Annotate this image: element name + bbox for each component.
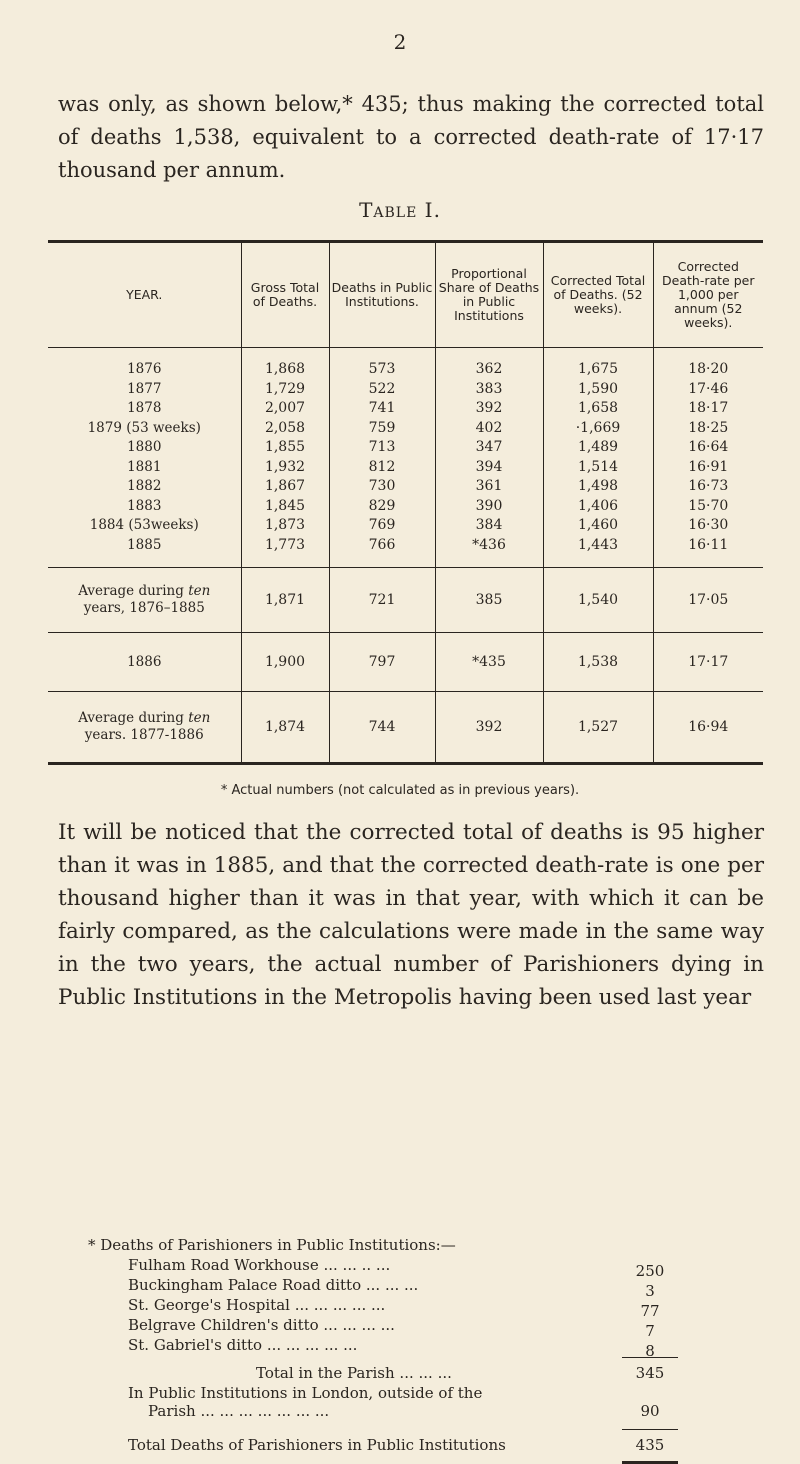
table-cell: 362 <box>435 348 543 380</box>
table-cell: 15·70 <box>653 497 763 517</box>
header-corrected-rate: Corrected Death-rate per 1,000 per annum (52 weeks). <box>653 242 763 348</box>
year-cell: 1879 (53 weeks) <box>87 419 201 436</box>
table-cell: 1,658 <box>543 399 653 419</box>
table-cell: 1,773 <box>241 536 329 568</box>
table-cell: 721 <box>329 568 435 633</box>
header-year: YEAR. <box>48 242 241 348</box>
table-cell: 2,007 <box>241 399 329 419</box>
year-cell: 1877 <box>127 380 162 397</box>
table-cell: 1,855 <box>241 438 329 458</box>
table-cell: 1,845 <box>241 497 329 517</box>
table-cell: *435 <box>435 633 543 692</box>
grand-total-label: Total Deaths of Parishioners in Public Institutions <box>128 1436 506 1454</box>
table-cell: 744 <box>329 692 435 764</box>
mortality-table <box>48 240 763 765</box>
table-cell: 1,590 <box>543 380 653 400</box>
intro-paragraph: was only, as shown below,* 435; thus making the corrected total of deaths 1,538, equivalent to a corrected death-rate of 17·17 thousand per annum. <box>58 92 764 182</box>
table-cell: 16·30 <box>653 516 763 536</box>
table-cell: 1,498 <box>543 477 653 497</box>
table-cell: 1,489 <box>543 438 653 458</box>
table-cell: *436 <box>435 536 543 568</box>
note-item-value: 250 <box>635 1262 665 1280</box>
table-row <box>48 380 763 400</box>
table-cell: 1,514 <box>543 458 653 478</box>
average-label: Average during ten years, 1876–1885 <box>48 568 241 633</box>
total-rule <box>622 1429 678 1430</box>
table-cell: 1,527 <box>543 692 653 764</box>
table-footnote: * Actual numbers (not calculated as in previous years). <box>220 783 580 798</box>
table-cell: 18·17 <box>653 399 763 419</box>
note-item-label: Buckingham Palace Road ditto ... ... ... <box>128 1276 419 1294</box>
table-cell: 1,538 <box>543 633 653 692</box>
table-row-1886 <box>48 633 763 692</box>
table-cell: 17·05 <box>653 568 763 633</box>
table-cell: 16·94 <box>653 692 763 764</box>
table-cell: ·1,669 <box>543 419 653 439</box>
table-row <box>48 536 763 568</box>
average-ten-label: Average during ten years. 1877-1886 <box>48 692 241 764</box>
table-cell: 730 <box>329 477 435 497</box>
table-row-average-1877-1886 <box>48 692 763 764</box>
table-cell: 16·64 <box>653 438 763 458</box>
table-cell: 2,058 <box>241 419 329 439</box>
table-cell: 17·17 <box>653 633 763 692</box>
note-item-value: 3 <box>645 1282 655 1300</box>
year-cell: 1876 <box>127 361 162 377</box>
table-cell: 1,406 <box>543 497 653 517</box>
table-cell: 1,729 <box>241 380 329 400</box>
year-cell: 1878 <box>127 400 162 416</box>
table-row <box>48 419 763 439</box>
table-row <box>48 348 763 380</box>
table-cell: 769 <box>329 516 435 536</box>
table-cell: 402 <box>435 419 543 439</box>
outside-value: 90 <box>640 1402 660 1420</box>
note-item <box>0 1275 800 1300</box>
table-cell: 1,443 <box>543 536 653 568</box>
table-cell: 18·25 <box>653 419 763 439</box>
sum-rule <box>622 1357 678 1358</box>
table-row-average-1876-1885 <box>48 568 763 633</box>
header-gross-total: Gross Total of Deaths. <box>241 242 329 348</box>
table-row <box>48 516 763 536</box>
year-1886-label: 1886 <box>48 633 241 692</box>
table-cell: 741 <box>329 399 435 419</box>
table-cell: 383 <box>435 380 543 400</box>
table-cell: 18·20 <box>653 348 763 380</box>
table-cell: 16·91 <box>653 458 763 478</box>
total-parish-value: 345 <box>635 1364 665 1382</box>
table-cell: 812 <box>329 458 435 478</box>
table-cell: 1,540 <box>543 568 653 633</box>
table-row <box>48 497 763 517</box>
table-cell: 1,873 <box>241 516 329 536</box>
table-cell: 1,460 <box>543 516 653 536</box>
table-title: Table I. <box>359 198 441 222</box>
year-cell: 1883 <box>127 497 162 514</box>
outside-label: In Public Institutions in London, outside of the <box>128 1384 483 1402</box>
table-cell: 759 <box>329 419 435 439</box>
year-cell: 1885 <box>127 536 162 553</box>
header-corrected-total: Corrected Total of Deaths. (52 weeks). <box>543 242 653 348</box>
table-cell: 829 <box>329 497 435 517</box>
note-item-label: St. George's Hospital ... ... ... ... ... <box>128 1296 386 1314</box>
note-item-value: 77 <box>640 1302 660 1320</box>
table-cell: 1,900 <box>241 633 329 692</box>
table-cell: 390 <box>435 497 543 517</box>
header-deaths-public: Deaths in Public Institutions. <box>329 242 435 348</box>
table-row <box>48 438 763 458</box>
note-item-value: 7 <box>645 1322 655 1340</box>
table-cell: 1,874 <box>241 692 329 764</box>
table-cell: 16·11 <box>653 536 763 568</box>
year-cell: 1882 <box>127 478 162 494</box>
header-proportional-share: Proportional Share of Deaths in Public Institutions <box>435 242 543 348</box>
table-cell: 1,932 <box>241 458 329 478</box>
table-cell: 1,868 <box>241 348 329 380</box>
table-cell: 16·73 <box>653 477 763 497</box>
table-cell: 347 <box>435 438 543 458</box>
page-number: 2 <box>393 30 407 54</box>
table-cell: 361 <box>435 477 543 497</box>
table-row <box>48 458 763 478</box>
table-cell: 713 <box>329 438 435 458</box>
grand-total-value: 435 <box>635 1436 665 1454</box>
table-cell: 392 <box>435 399 543 419</box>
body-paragraph: It will be noticed that the corrected total of deaths is 95 higher than it was in 1885, and that the corrected death-rate is one per thousand higher than it was in that year, with which it can be fairly compared, as the calculations were made in the same way in the two years, the actual number of Parishioners dying in Public Institutions in the Metropolis having been used last year <box>58 820 764 1010</box>
table-row <box>48 477 763 497</box>
notes-heading: * Deaths of Parishioners in Public Institutions:— <box>88 1236 456 1254</box>
note-item <box>0 1335 800 1360</box>
table-cell: 392 <box>435 692 543 764</box>
table-row <box>48 399 763 419</box>
note-item-label: Fulham Road Workhouse ... ... .. ... <box>128 1256 391 1274</box>
total-parish-label: Total in the Parish ... ... ... <box>256 1364 452 1382</box>
note-item <box>0 1295 800 1320</box>
note-item-label: Belgrave Children's ditto ... ... ... ... <box>128 1316 395 1334</box>
table-cell: 522 <box>329 380 435 400</box>
table-cell: 394 <box>435 458 543 478</box>
year-cell: 1880 <box>127 439 162 455</box>
table-cell: 385 <box>435 568 543 633</box>
table-cell: 1,871 <box>241 568 329 633</box>
year-cell: 1881 <box>127 458 162 475</box>
note-item-label: St. Gabriel's ditto ... ... ... ... ... <box>128 1336 358 1354</box>
table-cell: 573 <box>329 348 435 380</box>
table-cell: 1,675 <box>543 348 653 380</box>
note-item <box>0 1255 800 1280</box>
note-item-value: 8 <box>645 1342 655 1360</box>
table-cell: 384 <box>435 516 543 536</box>
outside-label-cont: Parish ... ... ... ... ... ... ... <box>148 1402 330 1420</box>
note-item <box>0 1315 800 1340</box>
table-header-row <box>48 242 763 348</box>
table-cell: 766 <box>329 536 435 568</box>
table-cell: 797 <box>329 633 435 692</box>
table-cell: 1,867 <box>241 477 329 497</box>
year-cell: 1884 (53weeks) <box>89 517 199 533</box>
table-cell: 17·46 <box>653 380 763 400</box>
